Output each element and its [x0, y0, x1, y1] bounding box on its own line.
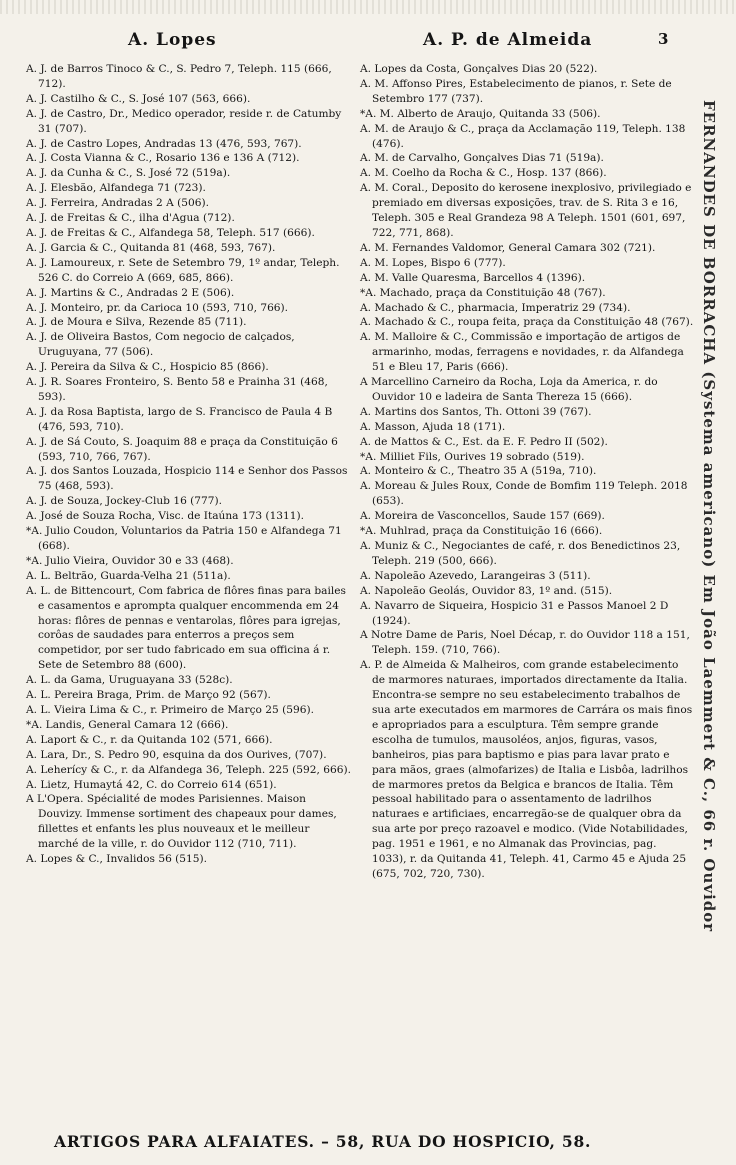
directory-entry: *A. Landis, General Camara 12 (666). — [26, 718, 229, 731]
directory-entry: A. Martins dos Santos, Th. Ottoni 39 (767). — [360, 405, 592, 418]
directory-entry: A. J. da Cunha & C., S. José 72 (519a). — [26, 167, 231, 180]
directory-entry: A Notre Dame de Paris, Noel Décap, r. do Ouvidor 118 a 151, Teleph. 159. (710, 766). — [360, 629, 690, 657]
directory-entry: A. P. de Almeida & Malheiros, com grande estabelecimento de marmores naturaes, importados directamente da Italia. Encontra-se sempre no seu estabelecimento trabalhos de sua arte executados em marmores de Carrára os mais finos e apropriados para a esculptura. Têm sempre grande escolha de tumulos, mausoléos, anjos, figuras, vasos, banheiros, pias para baptismo e pias para lavar prato e para mãos, graes (almofarizes) de Italia e Lisbôa, ladrilhos de marmores pretos da Belgica e brancos de Italia. Têm pessoal habilitado para o assentamento de ladrilhos naturaes e artificiaes, encarregão-se de qualquer obra da sua arte por preço razoavel e modico. (Vide Notabilidades, pag. 1951 e 1961, e no Almanak das Provincias, pag. 1033), r. da Quitanda 41, Teleph. 41, Carmo 45 e Ajuda 25 (675, 702, 720, 730). — [360, 659, 693, 880]
spine-advertisement — [700, 100, 730, 1100]
directory-entry: A. Machado & C., pharmacia, Imperatriz 29 (734). — [360, 301, 631, 314]
directory-entry: A. M. Affonso Pires, Estabelecimento de pianos, r. Sete de Setembro 177 (737). — [360, 77, 672, 105]
directory-entry: A. J. da Rosa Baptista, largo de S. Francisco de Paula 4 B (476, 593, 710). — [26, 405, 333, 433]
right-column — [360, 62, 694, 882]
directory-entry: *A. Muhlrad, praça da Constituição 16 (666). — [360, 525, 603, 538]
directory-entry: A. J. de Oliveira Bastos, Com negocio de calçados, Uruguyana, 77 (506). — [26, 331, 295, 359]
directory-entry: A. M. Valle Quaresma, Barcellos 4 (1396). — [360, 271, 586, 284]
directory-entry: *A. Machado, praça da Constituição 48 (767). — [360, 286, 606, 299]
directory-entry: A. J. Monteiro, pr. da Carioca 10 (593, 710, 766). — [26, 301, 289, 314]
directory-entry: A. Machado & C., roupa feita, praça da Constituição 48 (767). — [360, 316, 694, 329]
directory-entry: A. Moreau & Jules Roux, Conde de Bomfim 119 Teleph. 2018 (653). — [360, 480, 688, 508]
directory-entry: *A. Milliet Fils, Ourives 19 sobrado (519). — [360, 450, 585, 463]
directory-entry: A. Laport & C., r. da Quitanda 102 (571, 666). — [26, 733, 273, 746]
directory-entry: A. Monteiro & C., Theatro 35 A (519a, 710). — [360, 465, 597, 478]
directory-entry: A. Napoleão Geolás, Ouvidor 83, 1º and. (515). — [360, 584, 613, 597]
directory-entry: A. J. Elesbão, Alfandega 71 (723). — [26, 182, 206, 195]
directory-entry: A. M. Coelho da Rocha & C., Hosp. 137 (866). — [360, 167, 607, 180]
page-number: 3 — [658, 30, 670, 48]
left-column — [26, 62, 352, 867]
directory-entry: A. Lopes & C., Invalidos 56 (515). — [26, 853, 208, 866]
directory-entry: A. J. R. Soares Fronteiro, S. Bento 58 e Prainha 31 (468, 593). — [26, 376, 328, 403]
directory-entry: A. Moreira de Vasconcellos, Saude 157 (669). — [360, 510, 605, 523]
directory-entry: A. M. Coral., Deposito do kerosene inexplosivo, privilegiado e premiado em diversas exposições, trav. de S. Rita 3 e 16, Teleph. 305 e Real Grandeza 98 A Teleph. 1501 (601, 697, 722, 771, 868). — [360, 182, 692, 239]
directory-entry: *A. Julio Coudon, Voluntarios da Patria 150 e Alfandega 71 (668). — [26, 525, 342, 552]
footer-advertisement: ARTIGOS PARA ALFAIATES. – 58, RUA DO HOSPICIO, 58. — [54, 1132, 592, 1151]
directory-entry: A. J. de Souza, Jockey-Club 16 (777). — [26, 495, 223, 508]
directory-entry: A. J. Castilho & C., S. José 107 (563, 666). — [26, 92, 251, 105]
directory-entry: *A. Julio Vieira, Ouvidor 30 e 33 (468). — [26, 554, 234, 567]
directory-entry: A. J. de Sá Couto, S. Joaquim 88 e praça da Constituição 6 (593, 710, 766, 767). — [26, 435, 338, 463]
spine-text: FERNANDES DE BORRACHA (Systema americano) Em João Laemmert & C., 66 r. Ouvidor — [700, 100, 718, 933]
directory-entry: A. Lietz, Humaytá 42, C. do Correio 614 (651). — [26, 778, 277, 791]
directory-entry: A. Muniz & C., Negociantes de café, r. dos Benedictinos 23, Teleph. 219 (500, 666). — [360, 540, 681, 567]
running-head-right: A. P. de Almeida — [423, 30, 593, 50]
directory-entry: A. L. de Bittencourt, Com fabrica de flôres finas para bailes e casamentos e apromptа qualquer encommenda em 24 horas: flôres de pennas e ventarolas, flôres para igrejas, corôas de saudades para enterros a preços sem competidor, por ser tudo fabricado em sua officina á r. Sete de Setembro 88 (600). — [26, 584, 346, 672]
directory-entry: A. J. de Barros Tinoco & C., S. Pedro 7, Teleph. 115 (666, 712). — [26, 63, 332, 90]
directory-entry: A. L. Vieira Lima & C., r. Primeiro de Março 25 (596). — [26, 703, 314, 716]
directory-entry: A. M. de Carvalho, Gonçalves Dias 71 (519a). — [360, 152, 604, 165]
directory-entry: A. J. de Freitas & C., ilha d'Agua (712). — [26, 212, 235, 225]
directory-entry: A. Leherícy & C., r. da Alfandega 36, Teleph. 225 (592, 666). — [26, 763, 351, 776]
directory-entry: A. J. dos Santos Louzada, Hospicio 114 e Senhor dos Passos 75 (468, 593). — [26, 465, 348, 493]
directory-entry: A. J. Pereira da Silva & C., Hospicio 85 (866). — [26, 361, 269, 374]
running-head-left: A. Lopes — [128, 30, 217, 50]
directory-entry: A. Masson, Ajuda 18 (171). — [360, 420, 506, 433]
directory-entry: A. J. Costa Vianna & C., Rosario 136 e 136 A (712). — [26, 152, 300, 165]
directory-entry: A. L. Beltrão, Guarda-Velha 21 (511a). — [26, 569, 231, 582]
directory-entry: A. J. Garcia & C., Quitanda 81 (468, 593, 767). — [26, 241, 276, 254]
directory-entry: A. Lara, Dr., S. Pedro 90, esquina da dos Ourives, (707). — [26, 748, 327, 761]
directory-entry: A. M. Lopes, Bispo 6 (777). — [360, 256, 506, 269]
directory-entry: A. Napoleão Azevedo, Larangeiras 3 (511). — [360, 569, 591, 582]
directory-entry: A. J. Ferreira, Andradas 2 A (506). — [26, 197, 209, 210]
directory-entry: A Marcellino Carneiro da Rocha, Loja da America, r. do Ouvidor 10 e ladeira de Santa Thereza 15 (666). — [360, 376, 658, 403]
directory-entry: A. J. de Moura e Silva, Rezende 85 (711). — [26, 316, 247, 329]
top-edge-noise — [0, 0, 736, 14]
directory-entry: A. Navarro de Siqueira, Hospicio 31 e Passos Manoel 2 D (1924). — [360, 599, 669, 627]
directory-entry: *A. M. Alberto de Araujo, Quitanda 33 (506). — [360, 107, 601, 120]
directory-entry: A. M. Malloire & C., Commissão e importação de artigos de armarinho, modas, ferragens e novidades, r. da Alfandega 51 e Bleu 17, Paris (666). — [360, 331, 684, 374]
directory-entry: A. José de Souza Rocha, Visc. de Itaúna 173 (1311). — [26, 510, 305, 523]
directory-entry: A. M. Fernandes Valdomor, General Camara 302 (721). — [360, 241, 656, 254]
directory-entry: A. L. Pereira Braga, Prim. de Março 92 (567). — [26, 689, 271, 702]
directory-entry: A. J. de Freitas & C., Alfandega 58, Teleph. 517 (666). — [26, 226, 315, 239]
directory-entry: A. J. de Castro Lopes, Andradas 13 (476, 593, 767). — [26, 137, 302, 150]
directory-entry: A. M. de Araujo & C., praça da Acclamação 119, Teleph. 138 (476). — [360, 122, 686, 150]
directory-entry: A. L. da Gama, Uruguayana 33 (528c). — [26, 674, 233, 687]
directory-entry: A. J. Lamoureux, r. Sete de Setembro 79, 1º andar, Teleph. 526 C. do Correio A (669, 685, 866). — [26, 256, 340, 284]
directory-entry: A. J. Martins & C., Andradas 2 E (506). — [26, 286, 235, 299]
directory-entry: A. J. de Castro, Dr., Medico operador, reside r. de Catumby 31 (707). — [26, 107, 342, 135]
directory-entry: A. Lopes da Costa, Gonçalves Dias 20 (522). — [360, 63, 598, 75]
directory-entry: A. de Mattos & C., Est. da E. F. Pedro II (502). — [360, 435, 608, 448]
directory-entry: A L'Opera. Spécialité de modes Parisiennes. Maison Douvizy. Immense sortiment des chapeaux pour dames, fillettes et enfants les plus nouveaux et le meilleur marché de la ville, r. do Ouvidor 112 (710, 711). — [26, 793, 337, 851]
